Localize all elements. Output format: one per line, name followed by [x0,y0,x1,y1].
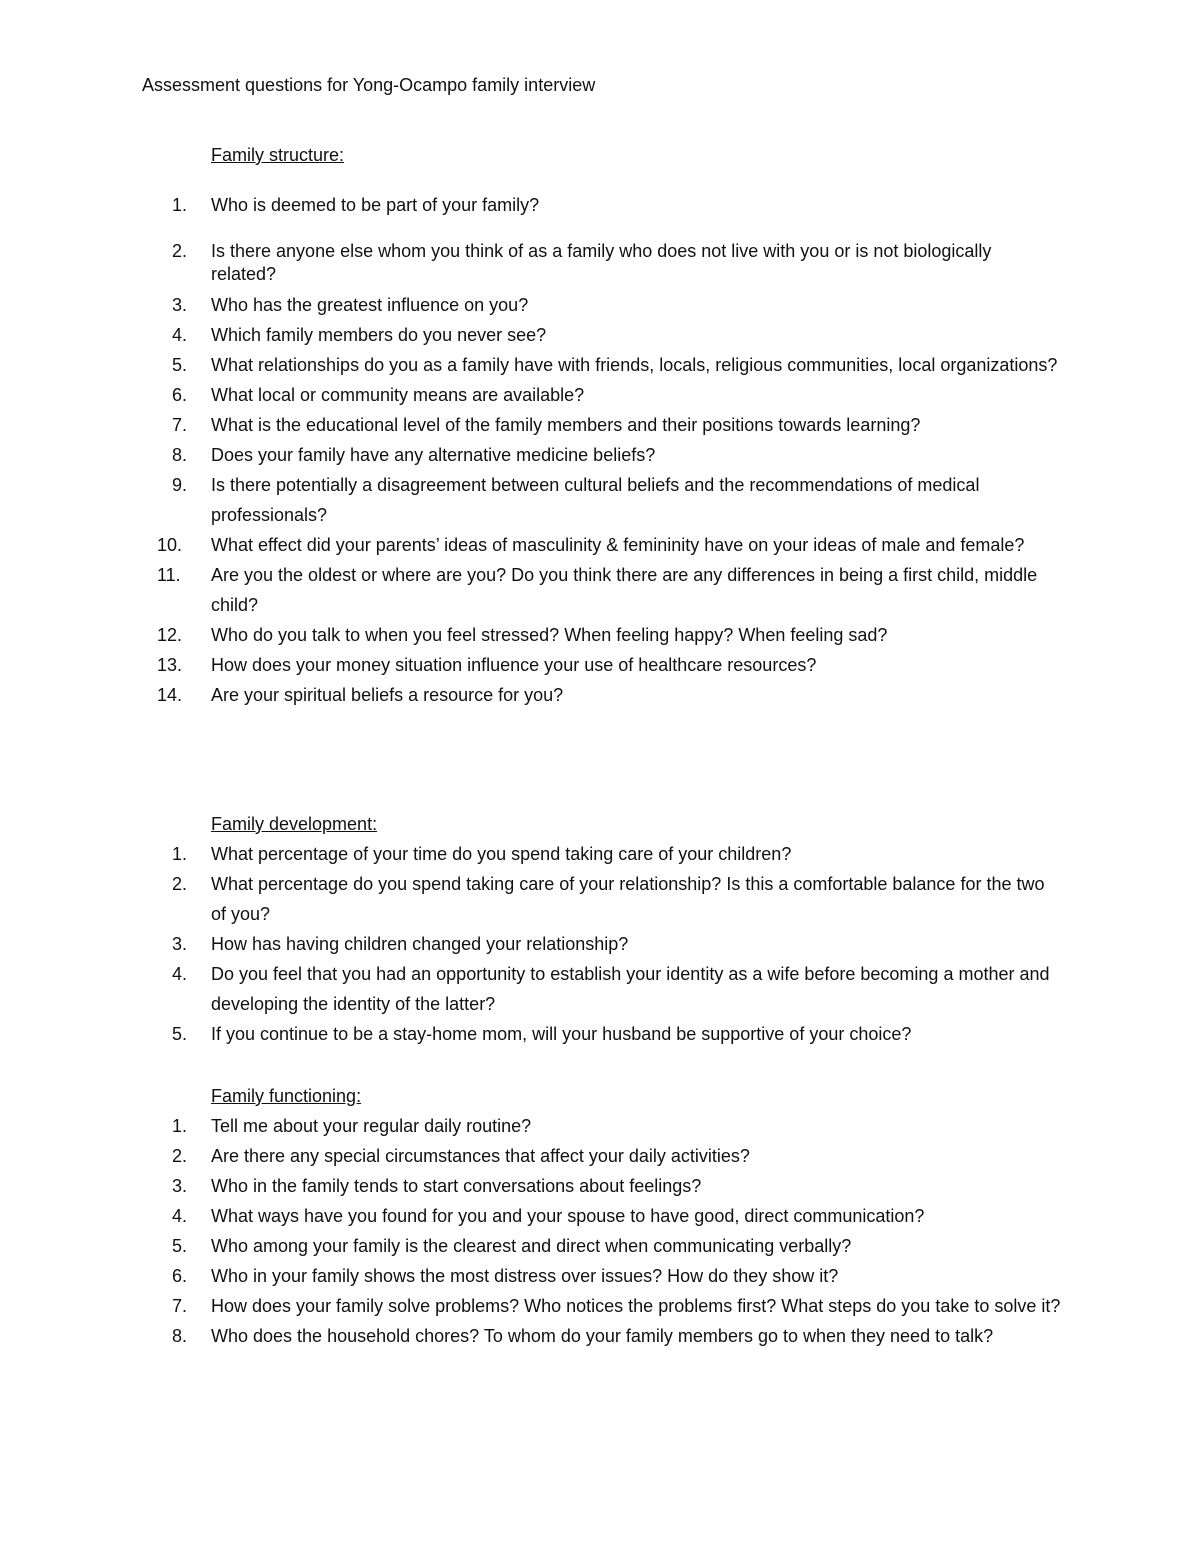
question-text: Who do you talk to when you feel stressed? When feeling happy? When feeling sad? [211,625,888,645]
question-text: Are you the oldest or where are you? Do you think there are any differences in being a first child, middle child? [211,565,1038,615]
question-number: 7. [172,415,188,435]
question-number: 1. [172,195,188,215]
question-number: 2. [172,241,188,261]
list-item [0,1201,1200,1231]
list-item [0,1291,1200,1321]
question-number: 2. [172,1146,188,1166]
question-number: 3. [172,295,188,315]
list-item [0,240,1200,286]
question-number: 6. [172,1266,188,1286]
list-item [0,1321,1200,1351]
list-item [0,650,1200,680]
question-text: How does your money situation influence your use of healthcare resources? [211,655,817,675]
question-number: 13. [157,655,183,675]
question-text: What effect did your parents’ ideas of masculinity & femininity have on your ideas of male and female? [211,535,1025,555]
question-number: 4. [172,1206,188,1226]
list-item [0,869,1200,929]
question-number: 6. [172,385,188,405]
list-item [0,1261,1200,1291]
question-number: 5. [172,1024,188,1044]
question-text: Who in your family shows the most distress over issues? How do they show it? [211,1266,839,1286]
list-item [0,320,1200,350]
question-number: 2. [172,874,188,894]
question-number: 3. [172,934,188,954]
question-text: Is there anyone else whom you think of as a family who does not live with you or is not biologically related? [211,241,992,284]
question-text: Does your family have any alternative medicine beliefs? [211,445,656,465]
question-text: What ways have you found for you and your spouse to have good, direct communication? [211,1206,925,1226]
question-list [0,1111,1200,1351]
question-text: What percentage do you spend taking care of your relationship? Is this a comfortable balance for the two of you? [211,874,1045,924]
question-text: Tell me about your regular daily routine? [211,1116,532,1136]
section-heading: Family structure: [211,145,345,165]
question-text: Who in the family tends to start conversations about feelings? [211,1176,702,1196]
question-text: If you continue to be a stay-home mom, will your husband be supportive of your choice? [211,1024,912,1044]
question-number: 12. [157,625,183,645]
question-number: 14. [157,685,183,705]
question-text: Who has the greatest influence on you? [211,295,529,315]
question-number: 11. [157,565,181,585]
list-item [0,929,1200,959]
question-number: 5. [172,355,188,375]
question-text: What is the educational level of the family members and their positions towards learning? [211,415,921,435]
section-heading: Family development: [211,814,378,834]
list-item [0,959,1200,1019]
list-item [0,1171,1200,1201]
question-text: Are there any special circumstances that affect your daily activities? [211,1146,750,1166]
section-family-structure [0,140,1200,710]
question-number: 1. [172,844,188,864]
list-item [0,620,1200,650]
list-item [0,839,1200,869]
question-number: 8. [172,445,188,465]
question-number: 7. [172,1296,188,1316]
question-number: 9. [172,475,188,495]
list-item [0,470,1200,530]
section-heading: Family functioning: [211,1086,362,1106]
question-text: Who is deemed to be part of your family? [211,195,540,215]
question-number: 4. [172,964,188,984]
question-text: Do you feel that you had an opportunity to establish your identity as a wife before becoming a mother and developing the identity of the latter? [211,964,1050,1014]
question-text: How does your family solve problems? Who notices the problems first? What steps do you take to solve it? [211,1296,1061,1316]
list-item [0,530,1200,560]
list-item [0,560,1200,620]
list-item [0,1019,1200,1049]
list-item [0,680,1200,710]
question-text: What relationships do you as a family have with friends, locals, religious communities, local organizations? [211,355,1058,375]
list-item [0,1231,1200,1261]
list-item [0,410,1200,440]
section-family-development [0,809,1200,1049]
question-number: 4. [172,325,188,345]
question-number: 1. [172,1116,188,1136]
question-number: 8. [172,1326,188,1346]
list-item [0,1111,1200,1141]
question-text: What percentage of your time do you spend taking care of your children? [211,844,792,864]
question-text: Are your spiritual beliefs a resource for you? [211,685,564,705]
question-text: Is there potentially a disagreement between cultural beliefs and the recommendations of medical professionals? [211,475,980,525]
list-item [0,350,1200,380]
question-text: Which family members do you never see? [211,325,547,345]
document-title: Assessment questions for Yong-Ocampo family interview [142,75,596,95]
question-text: What local or community means are available? [211,385,585,405]
question-number: 5. [172,1236,188,1256]
question-text: Who among your family is the clearest and direct when communicating verbally? [211,1236,852,1256]
section-family-functioning [0,1081,1200,1351]
question-list [0,190,1200,710]
question-number: 3. [172,1176,188,1196]
question-list [0,839,1200,1049]
question-number: 10. [157,535,183,555]
question-text: How has having children changed your relationship? [211,934,629,954]
list-item [0,290,1200,320]
list-item [0,190,1200,220]
list-item [0,440,1200,470]
list-item [0,380,1200,410]
question-text: Who does the household chores? To whom do your family members go to when they need to talk? [211,1326,994,1346]
list-item [0,1141,1200,1171]
